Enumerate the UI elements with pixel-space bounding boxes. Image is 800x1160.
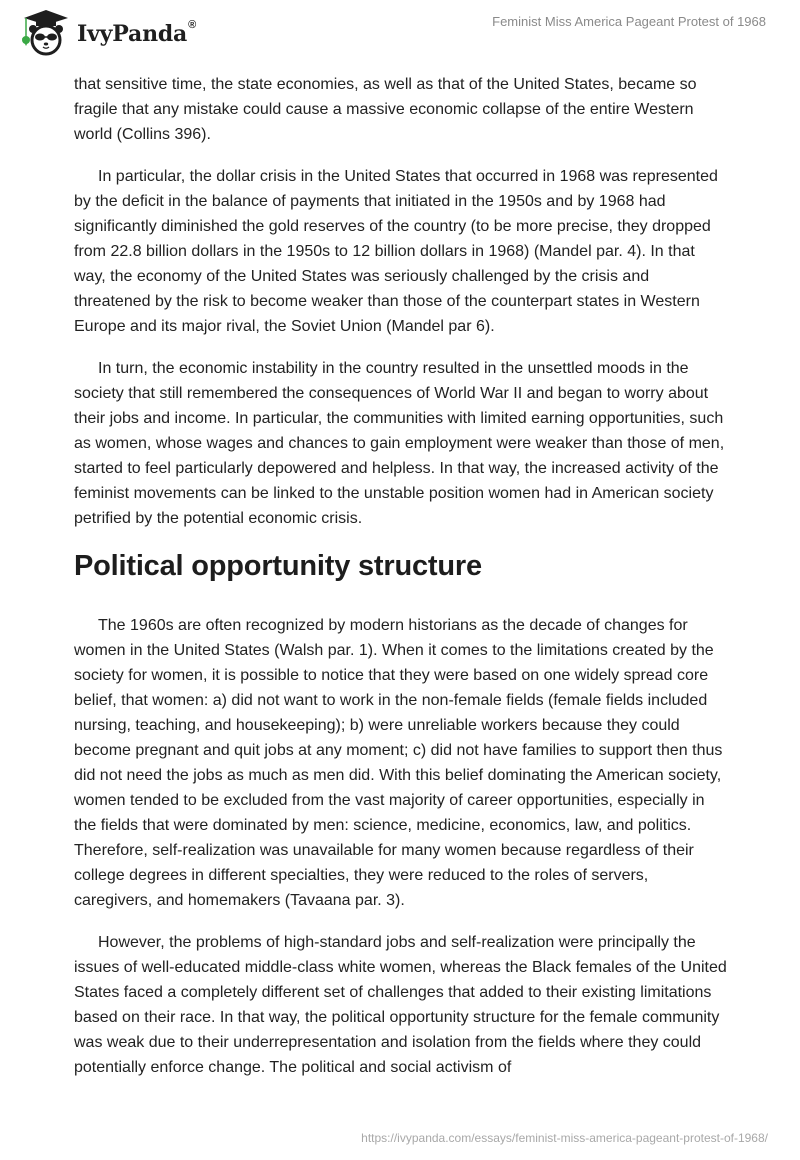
paragraph: In turn, the economic instability in the country resulted in the unsettled moods in the society that still remembered the consequences of World War II and began to worry about their jobs and income. In particular, the communities with limited earning opportunities, such as women, whose wages and chances to gain employment were weaker than those of men, started to feel particularly depowered and helpless. In that way, the increased activity of the feminist movements can be linked to the unstable position women had in American society petrified by the potential economic crisis. bbox=[74, 360, 725, 527]
registered-mark: ® bbox=[188, 19, 197, 31]
ivypanda-logo[interactable] bbox=[18, 8, 196, 56]
paragraph: The 1960s are often recognized by modern historians as the decade of changes for women in the United States (Walsh par. 1). When it comes to the limitations created by the society for women, it is possible to notice that they were based on one widely spread core belief, that women: a) did not want to work in the non-female fields (female fields included nursing, teaching, and housekeeping); b) were unreliable workers because they could become pregnant and quit jobs at any moment; c) did not have families to support then thus did not need the jobs as much as men did. With this belief dominating the American society, women tended to be excluded from the vast majority of career opportunities, especially in the fields that were dominated by men: science, medicine, economics, law, and politics. Therefore, self-realization was unavailable for many women because regardless of their college degrees in different specialties, they were reduced to the roles of servers, caregivers, and homemakers (Tavaana par. 3). bbox=[74, 617, 723, 909]
document-title: Feminist Miss America Pageant Protest of 1968 bbox=[492, 14, 766, 29]
section-heading: Political opportunity structure bbox=[74, 550, 482, 582]
panda-graduate-icon bbox=[18, 8, 74, 56]
essay-body bbox=[74, 72, 730, 1097]
paragraph: that sensitive time, the state economies, as well as that of the United States, became so fragile that any mistake could cause a massive economic collapse of the entire Western world (Collins 396). bbox=[74, 76, 697, 143]
page-header bbox=[0, 0, 800, 64]
source-url[interactable]: https://ivypanda.com/essays/feminist-miss-america-pageant-protest-of-1968/ bbox=[361, 1131, 768, 1145]
brand-name: IvyPanda® bbox=[77, 19, 197, 47]
paragraph: In particular, the dollar crisis in the United States that occurred in 1968 was represented by the deficit in the balance of payments that initiated in the 1950s and by 1968 had significantly diminished the gold reserves of the country (to be more precise, they dropped from 22.8 billion dollars in the 1950s to 12 billion dollars in 1968) (Mandel par. 4). In that way, the economy of the United States was seriously challenged by the crisis and threatened by the risk to become weaker than those of the counterpart states in Western Europe and its major rival, the Soviet Union (Mandel par 6). bbox=[74, 168, 718, 335]
paragraph: However, the problems of high-standard jobs and self-realization were principally the issues of well-educated middle-class white women, whereas the Black females of the United States faced a completely different set of challenges that added to their existing limitations based on their race. In that way, the political opportunity structure for the female community was weak due to their underrepresentation and isolation from the fields where they could potentially enforce change. The political and social activism of bbox=[74, 934, 727, 1076]
